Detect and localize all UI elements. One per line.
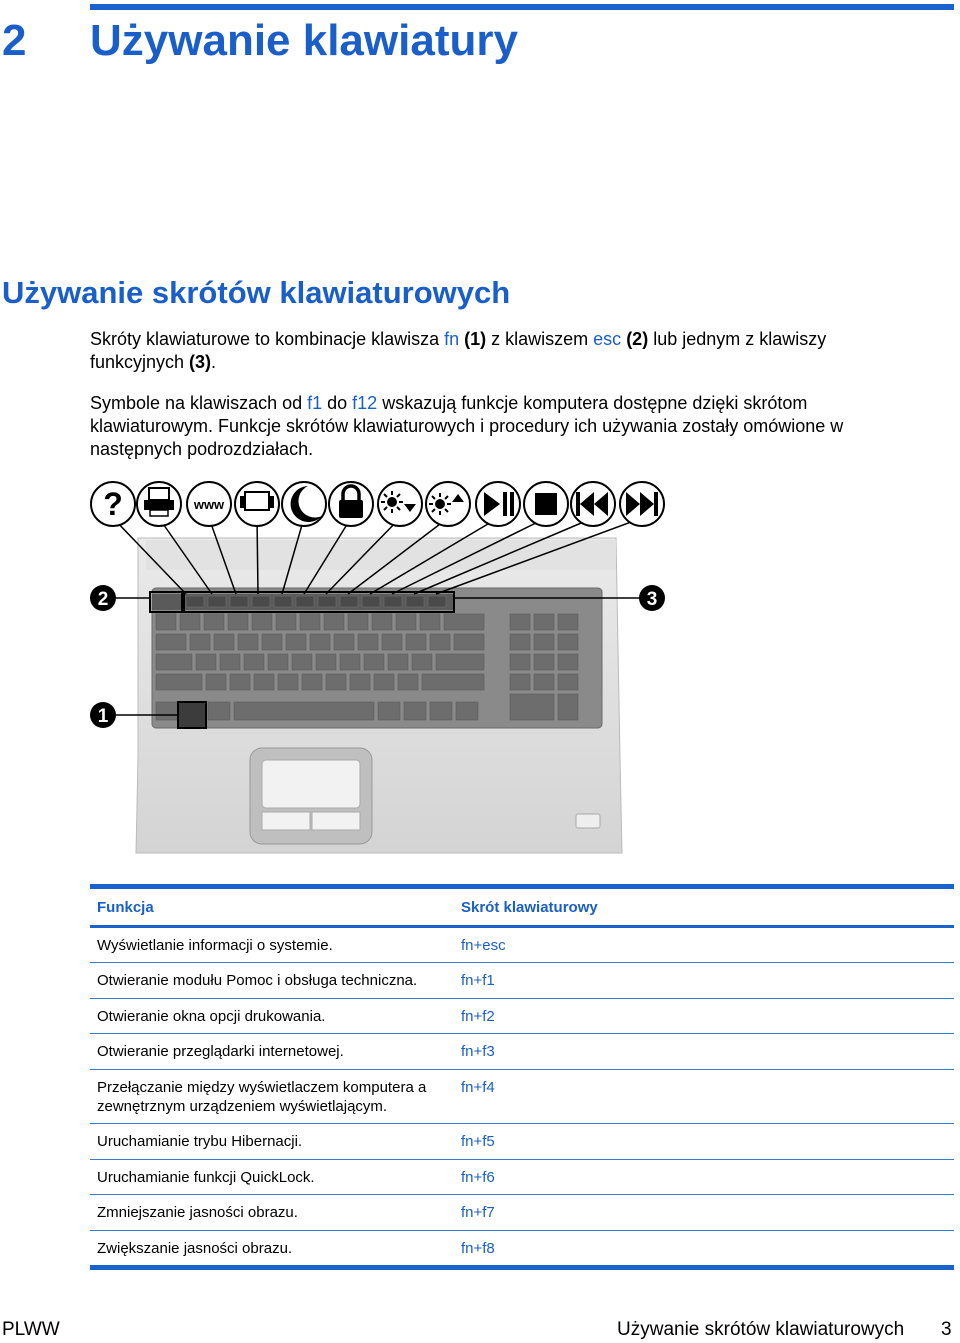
speaker-grille [146,540,616,570]
row-shortcut: fn+f4 [461,1079,495,1096]
text: lub jednym z klawiszy funkcyjnych [90,329,827,372]
key-row-1 [156,614,578,630]
table-row [90,1195,954,1231]
table-header [90,889,954,928]
callout-ref: (2) [621,329,649,349]
key-esc: esc [593,329,622,349]
text: Symbole na klawiszach od [90,393,308,413]
row-function: Przełączanie między wyświetlaczem komputera a zewnętrznym urządzeniem wyświetlającym. [97,1079,427,1115]
section-title: Używanie skrótów klawiaturowych [2,275,511,310]
callout-1 [90,702,116,728]
row-function: Otwieranie okna opcji drukowania. [97,1008,326,1025]
callout-number: 3 [646,589,658,610]
help-icon: ? [103,486,123,522]
row-shortcut: fn+f6 [461,1169,495,1186]
table-row [90,1124,954,1160]
key-fn: fn [444,329,460,349]
row-function: Otwieranie modułu Pomoc i obsługa techniczna. [97,972,418,989]
row-shortcut: fn+f2 [461,1008,495,1025]
fingerprint-reader [576,814,600,828]
www-icon: www [193,497,225,512]
text: wskazują funkcje komputera dostępne dzięki skrótom klawiaturowym. Funkcje skrótów klawiaturowych i procedury ich używania zostały omówione w następnych podrozdziałach. [90,393,844,459]
touchpad-right-button [312,812,360,830]
shortcut-table [90,884,954,1270]
touchpad-surface [262,760,360,808]
fn-key-highlight [178,702,206,728]
table-row [90,963,954,999]
page-number: 3 [941,1319,952,1340]
keyboard-figure [86,478,678,862]
chapter-number: 2 [2,16,27,65]
display-switch-icon [240,492,274,510]
table-row [90,1070,954,1124]
row-function: Otwieranie przeglądarki internetowej. [97,1043,344,1060]
row-function: Wyświetlanie informacji o systemie. [97,937,333,954]
touchpad-left-button [262,812,310,830]
key-row-2 [156,634,578,650]
callout-number: 1 [97,706,109,727]
header-rule [90,4,954,10]
keyboard-illustration [86,478,678,862]
row-function: Zmniejszanie jasności obrazu. [97,1204,298,1221]
footer-doc-code: PLWW [2,1319,60,1340]
key-row-4 [156,674,578,690]
key-f1: f1 [307,393,323,413]
table-row [90,1231,954,1270]
callout-2 [90,585,116,611]
stop-icon [535,493,557,515]
row-shortcut: fn+esc [461,937,506,954]
text: . [211,352,217,372]
page-footer [0,1319,960,1343]
table-row [90,999,954,1034]
row-shortcut: fn+f5 [461,1133,495,1150]
row-function: Uruchamianie trybu Hibernacji. [97,1133,303,1150]
description-paragraph [90,392,910,461]
table-row [90,1160,954,1195]
row-shortcut: fn+f1 [461,972,495,989]
footer-section-title: Używanie skrótów klawiaturowych [617,1319,905,1340]
text: Skróty klawiaturowe to kombinacje klawisza [90,329,445,349]
callout-3 [639,585,665,611]
callout-number: 2 [97,589,109,610]
row-function: Uruchamianie funkcji QuickLock. [97,1169,315,1186]
intro-paragraph [90,328,910,374]
callout-ref: (3) [189,352,212,372]
text: do [322,393,353,413]
row-shortcut: fn+f8 [461,1240,495,1257]
callout-ref: (1) [459,329,487,349]
row-shortcut: fn+f3 [461,1043,495,1060]
chapter-title: Używanie klawiatury [90,16,518,65]
row-function: Zwiększanie jasności obrazu. [97,1240,293,1257]
key-f12: f12 [352,393,378,413]
table-row [90,928,954,963]
table-row [90,1034,954,1070]
header-function: Funkcja [97,898,154,916]
text: z klawiszem [486,329,594,349]
header-shortcut: Skrót klawiaturowy [461,898,598,916]
row-shortcut: fn+f7 [461,1204,495,1221]
